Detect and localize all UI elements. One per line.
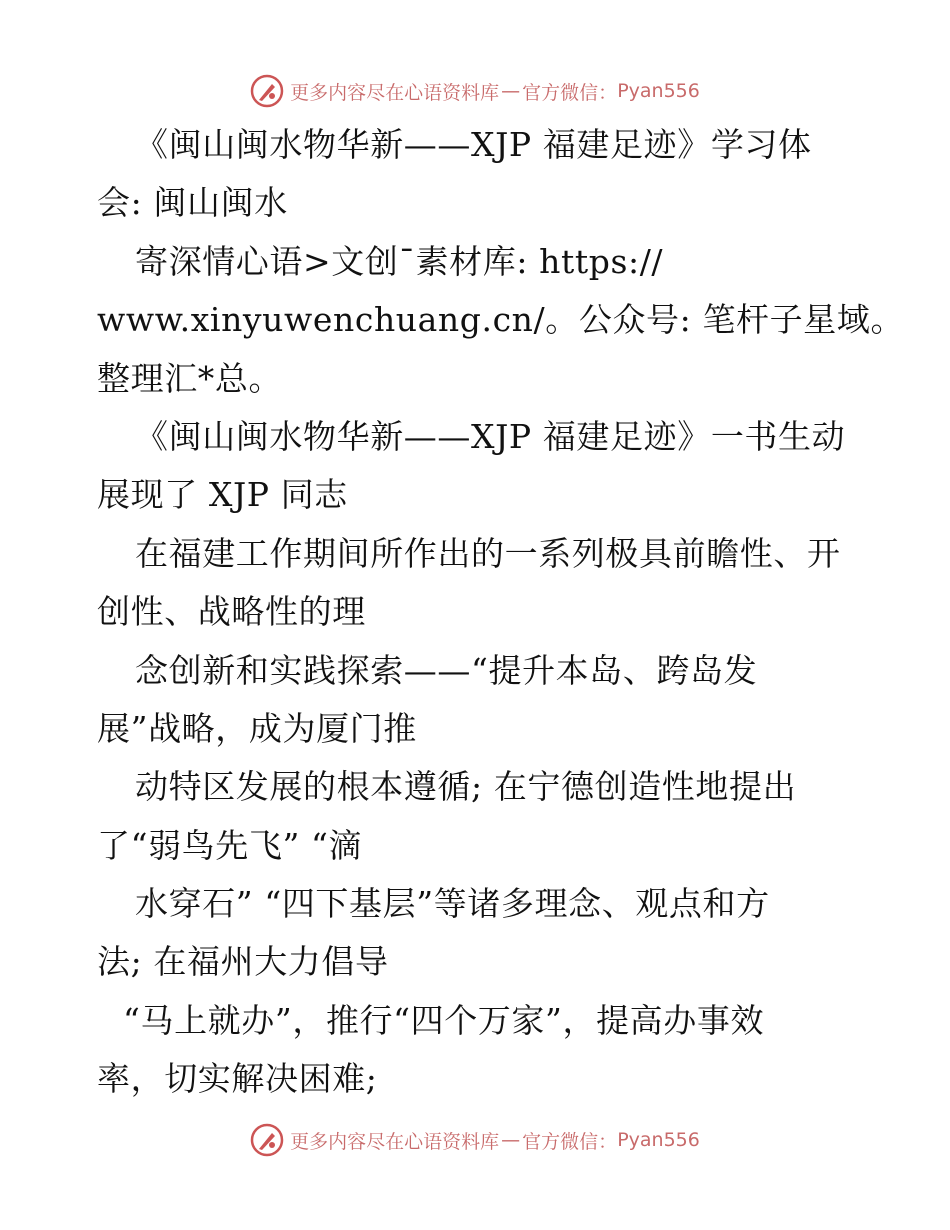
body-line: 展现了 XJP 同志 <box>97 475 348 515</box>
body-line: www.xinyuwenchuang.cn/。公众号: 笔杆子星域。 <box>97 300 905 340</box>
quill-pen-logo-icon <box>250 74 284 108</box>
body-line: 整理汇*总。 <box>97 358 283 398</box>
body-line: 《闽山闽水物华新——XJP 福建足迹》学习体 <box>135 125 812 164</box>
body-line: 展”战略，成为厦门推 <box>97 708 417 748</box>
body-line: “马上就办”，推行“四个万家”，提高办事效 <box>123 1000 765 1040</box>
quill-pen-logo-icon <box>250 1123 284 1157</box>
body-line: 寄深情心语>文创¯素材库: https:// <box>135 241 664 281</box>
body-line: 法; 在福州大力倡导 <box>97 942 389 982</box>
body-line: 会: 闽山闽水 <box>97 183 288 223</box>
banner-separator: — <box>501 1129 521 1151</box>
banner-brand: 更多内容尽在心语资料库 <box>290 1130 500 1153</box>
body-line: 水穿石” “四下基层”等诸多理念、观点和方 <box>135 884 770 924</box>
body-line: 动特区发展的根本遵循; 在宁德创造性地提出 <box>135 767 797 807</box>
banner-brand: 更多内容尽在心语资料库 <box>290 81 500 104</box>
document-body <box>97 116 905 1109</box>
header-banner <box>0 71 950 111</box>
footer-banner <box>0 1120 950 1160</box>
body-line: 创性、战略性的理 <box>97 592 366 632</box>
banner-account-label: 官方微信： <box>522 81 618 104</box>
body-line: 在福建工作期间所作出的一系列极具前瞻性、开 <box>135 533 841 573</box>
banner-account-id: Pyan556 <box>617 80 700 102</box>
body-line: 率，切实解决困难; <box>97 1059 378 1099</box>
body-line: 了“弱鸟先飞” “滴 <box>97 825 363 865</box>
body-line: 念创新和实践探索——“提升本岛、跨岛发 <box>135 650 758 690</box>
body-line: 《闽山闽水物华新——XJP 福建足迹》一书生动 <box>135 416 846 456</box>
banner-account-id: Pyan556 <box>617 1129 700 1151</box>
banner-account-label: 官方微信： <box>522 1130 618 1153</box>
banner-separator: — <box>501 80 521 102</box>
